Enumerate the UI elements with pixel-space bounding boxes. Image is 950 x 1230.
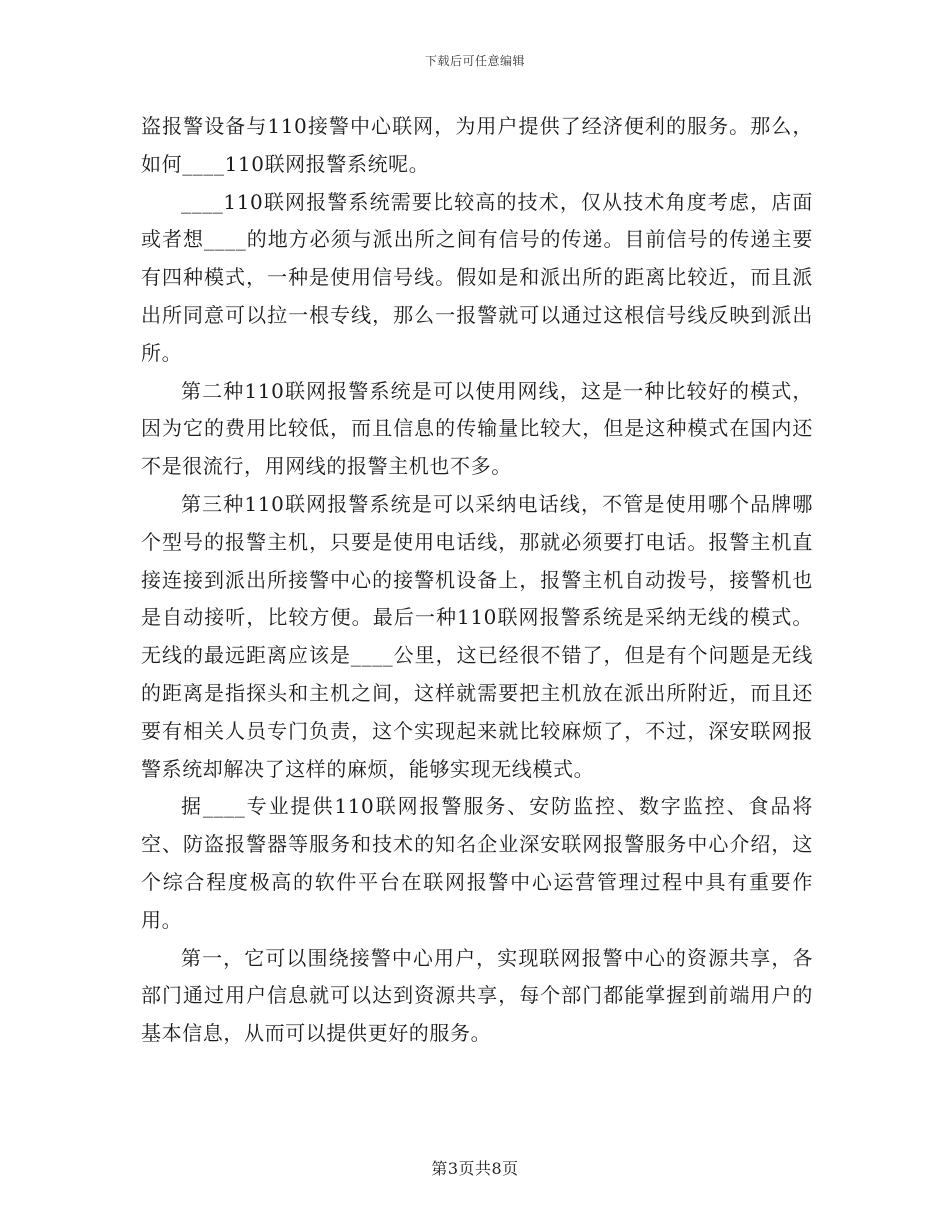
paragraph-3: 第二种110联网报警系统是可以使用网线，这是一种比较好的模式，因为它的费用比较低，而且信息的传输量比较大，但是这种模式在国内还不是很流行，用网线的报警主机也不多。 <box>141 378 813 479</box>
page-number-footer: 第3页共8页 <box>431 1159 519 1178</box>
page-header: 下载后可任意编辑 <box>424 54 525 68</box>
paragraph-5: 据____专业提供110联网报警服务、安防监控、数字监控、食品将空、防盗报警器等服务和技术的知名企业深安联网报警服务中心介绍，这个综合程度极高的软件平台在联网报警中心运营管理过程中具有重要作用。 <box>141 794 813 932</box>
paragraph-2: ____110联网报警系统需要比较高的技术，仅从技术角度考虑，店面或者想____的地方必须与派出所之间有信号的传递。目前信号的传递主要有四种模式，一种是使用信号线。假如是和派出所的距离比较近，而且派出所同意可以拉一根专线，那么一报警就可以通过这根信号线反映到派出所。 <box>141 189 813 365</box>
paragraph-1: 盗报警设备与110接警中心联网，为用户提供了经济便利的服务。那么，如何____110联网报警系统呢。 <box>141 114 813 176</box>
document-body <box>141 108 813 1053</box>
paragraph-6: 第一，它可以围绕接警中心用户，实现联网报警中心的资源共享，各部门通过用户信息就可以达到资源共享，每个部门都能掌握到前端用户的基本信息，从而可以提供更好的服务。 <box>141 945 813 1046</box>
paragraph-4: 第三种110联网报警系统是可以采纳电话线，不管是使用哪个品牌哪个型号的报警主机，只要是使用电话线，那就必须要打电话。报警主机直接连接到派出所接警中心的接警机设备上，报警主机自动拨号，接警机也是自动接听，比较方便。最后一种110联网报警系统是采纳无线的模式。无线的最远距离应该是____公里，这已经很不错了，但是有个问题是无线的距离是指探头和主机之间，这样就需要把主机放在派出所附近，而且还要有相关人员专门负责，这个实现起来就比较麻烦了，不过，深安联网报警系统却解决了这样的麻烦，能够实现无线模式。 <box>141 491 813 781</box>
